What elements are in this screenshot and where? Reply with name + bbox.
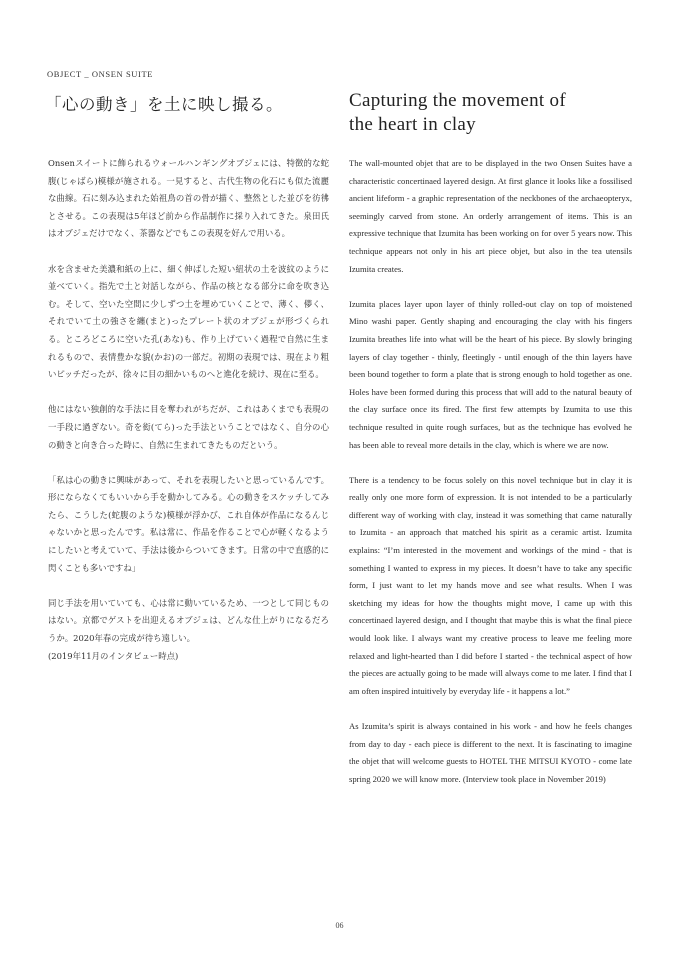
jp-paragraph-1: Onsenスイートに飾られるウォールハンギングオブジェには、特徴的な蛇腹(じゃばら)模様が施される。一見すると、古代生物の化石にも似た流麗な曲線。石に刻み込まれた始祖鳥の首の骨が描く、整然とした並びを彷彿とさせる。この表現は5年ほど前から作品制作に採り入れてきた。泉田氏はオブジェだけでなく、茶器などでもこの表現を好んで用いる。 [48,158,329,239]
english-title [349,89,639,137]
en-paragraph-4: As Izumita’s spirit is always contained in his work - and how he feels changes from day to day - each piece is different to the next. It is fascinating to imagine the objet that will welcome guests to HOTEL THE MITSUI KYOTO - come late spring 2020 we will know more. (Interview took place in November 2019) [349,721,632,784]
en-paragraph-3: There is a tendency to be focus solely on this novel technique but in clay it is really only one more form of expression. It is not intended to be a particularly different way of working with clay, instead it was something that came naturally to Izumita - an approach that matched his spirit as a ceramic artist. Izumita explains: “I’m interested in the movement and workings of the mind - that is something I wanted to express in my pieces. It doesn’t have to take any specific form, I just want to let my hands move and see what results. When I was sketching my ideas for how the thoughts might move, I came up with this concertinaed layered design, and I thought that maybe this is what the final piece would look like. I always want my creative process to leave me feeling more relaxed and light-hearted than I did before I started - the technical aspect of how the pieces are actually going to be made will always come to me later. I find that I am often inspired intuitively by everyday life - it happens a lot.” [349,474,632,696]
english-title-line-2: the heart in clay [349,114,476,135]
page-number: 06 [335,921,344,930]
en-paragraph-1: The wall-mounted objet that are to be displayed in the two Onsen Suites have a characteristic concertinaed layered design. At first glance it looks like a fossilised ancient lifeform - a graphic representation of the neckbones of the archaeopteryx, seemingly carved from stone. An orderly arrangement of items. This is an expressive technique that Izumita has been working on for over 5 years now. This technique appears not only in his art piece objet, but also in the tea utensils Izumita creates. [349,158,632,274]
jp-paragraph-4: 「私は心の動きに興味があって、それを表現したいと思っているんです。形にならなくてもいいから手を動かしてみる。心の動きをスケッチしてみたら、こうした(蛇腹のような)模様が浮かび、これ自体が作品になるんじゃないかと思ったんです。私は常に、作品を作ることで心が軽くなるようにしたいと考えていて、手法は後からついてきます。日常の中で直感的に閃くことも多いですね」 [48,474,329,573]
jp-paragraph-2: 水を含ませた美濃和紙の上に、細く伸ばした短い紐状の土を波紋のように並べていく。指先で土と対話しながら、作品の核となる部分に命を吹き込む。そして、空いた空間に少しずつ土を埋めていくことで、薄く、儚く、それでいて土の強さを纏(まと)ったプレート状のオブジェが形づくられる。ところどころに空いた孔(あな)も、作り上げていく過程で自然に生まれるもので、表情豊かな貌(かお)の一部だ。初期の表現では、現在より粗いピッチだったが、徐々に目の細かいものへと進化を続け、現在に至る。 [48,263,329,380]
jp-paragraph-5: 同じ手法を用いていても、心は常に動いているため、一つとして同じものはない。京都でゲストを出迎えるオブジェは、どんな仕上がりになるだろうか。2020年春の完成が待ち遠しい。 [48,597,329,644]
jp-interview-note: (2019年11月のインタビュー時点) [48,650,179,661]
en-paragraph-2: Izumita places layer upon layer of thinly rolled-out clay on top of moistened Mino washi paper. Gently shaping and encouraging the clay with his fingers Izumita breathes life into what will be the heart of his piece. By slowly bringing layers of clay together - thinly, fleetingly - until enough of the thin layers have been bound together to form a plate that is strong enough to hold together as one. Holes have been formed during this process that will add to the natural beauty of the clay surface once its fired. The first few attempts by Izumita to use this technique resulted in quite rough surfaces, but as the technique has evolved he has been able to reveal more details in the clay, which is where we are now. [349,298,632,450]
japanese-column [48,155,329,665]
section-label: OBJECT _ ONSEN SUITE [47,69,154,79]
english-column [349,155,632,788]
jp-paragraph-3: 他にはない独創的な手法に目を奪われがちだが、これはあくまでも表現の一手段に過ぎない。奇を衒(てら)った手法ということではなく、自分の心の動きと向き合った時に、自然に生まれてきたものだという。 [48,404,329,450]
english-title-line-1: Capturing the movement of [349,90,566,111]
japanese-title: 「心の動き」を土に映し撮る。 [45,95,283,114]
